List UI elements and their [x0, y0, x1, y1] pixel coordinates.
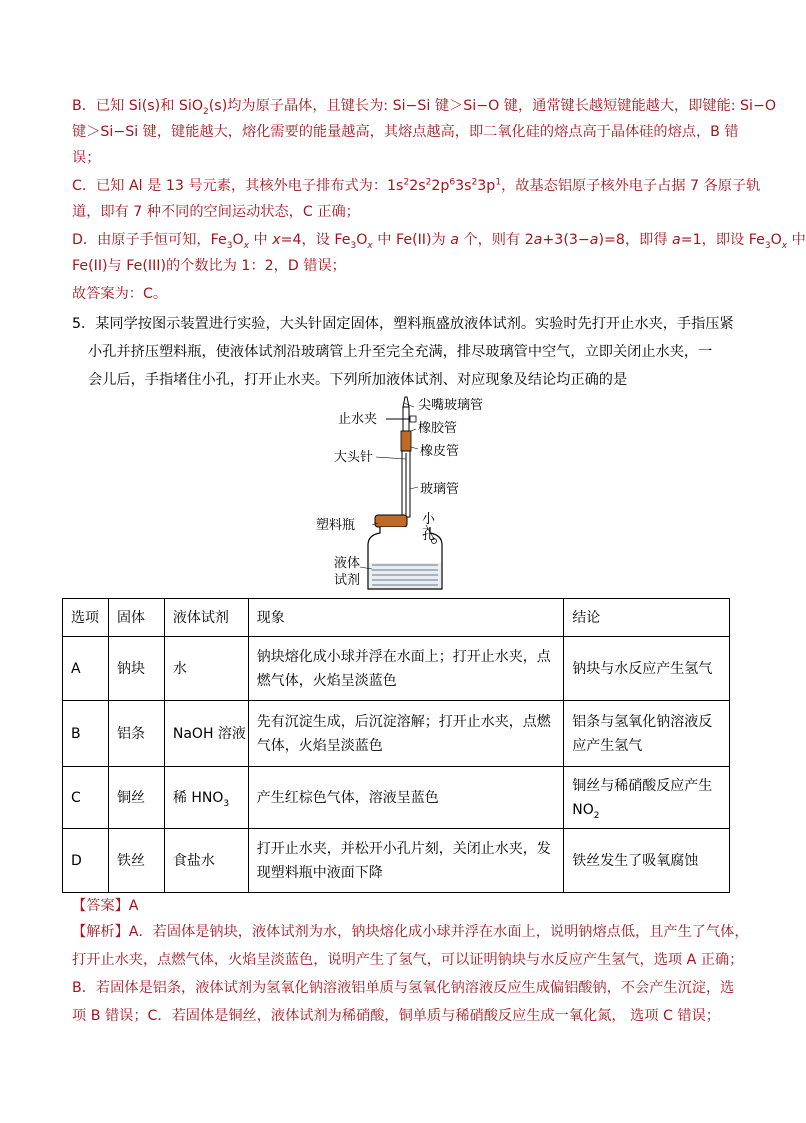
analysis-b-line3: 误； [72, 150, 101, 166]
row-a-phenomenon: 钠块熔化成小球并浮在水面上；打开止水夹，点 燃气体，火焰呈淡蓝色 [248, 637, 563, 701]
analysis-tag: 【解析】 [72, 924, 129, 940]
analysis-c-line2: 道，即有 7 种不同的空间运动状态，C 正确； [72, 204, 360, 220]
table-row [63, 829, 730, 893]
row-d-liquid: 食盐水 [164, 829, 248, 893]
apparatus-diagram [316, 393, 484, 593]
question-5-line2: 小孔并挤压塑料瓶，使液体试剂沿玻璃管上升至完全充满，排尽玻璃管中空气，立即关闭止水夹，一 [88, 344, 713, 360]
table-row [63, 637, 730, 701]
analysis-line1: 【解析】A．若固体是钠块，液体试剂为水，钠块熔化成小球并浮在水面上，说明钠熔点低，且产生了气体， [72, 924, 749, 940]
row-c-option: C [63, 767, 109, 829]
row-c-solid: 铜丝 [108, 767, 164, 829]
bottle-stopper [375, 515, 407, 527]
row-c-phenomenon: 产生红棕色气体，溶液呈蓝色 [248, 767, 563, 829]
header-option: 选项 [63, 599, 109, 637]
label-liquid-2: 试剂 [334, 573, 361, 588]
answer-tag: 【答案】 [72, 898, 129, 914]
row-a-option: A [63, 637, 109, 701]
analysis-b-line2: 键＞Si−Si 键，键能越大，熔化需要的能量越高，其熔点越高，即二氧化硅的熔点高于晶体硅的熔点，B 错 [72, 124, 739, 140]
row-a-solid: 钠块 [108, 637, 164, 701]
label-glass-tube: 玻璃管 [420, 482, 460, 497]
label-hole-2: 孔 [422, 528, 436, 543]
row-c-liquid: 稀 $HNO_3$ [164, 767, 248, 829]
table-row [63, 701, 730, 767]
analysis-line2: 打开止水夹，点燃气体，火焰呈淡蓝色，说明产生了氢气，可以证明钠块与水反应产生氢气，选项 A 正确； [72, 952, 744, 968]
row-a-liquid: 水 [164, 637, 248, 701]
tip-glass-tube [403, 397, 409, 431]
rubber-tube [401, 431, 411, 451]
analysis-d-line1: D．由原子手恒可知，$Fe_3O_x$ 中 x=4，设 $Fe_3O_x$ 中 Fe(II)为 a 个，则有 2a+3(3−a)=8，即得 a=1，即设 $Fe_3O_x$ 中 [72, 232, 806, 251]
options-table [62, 598, 730, 893]
label-liquid-1: 液体 [334, 556, 361, 571]
header-conclusion: 结论 [564, 599, 730, 637]
analysis-d-line2: Fe(II)与 Fe(III)的个数比为 1：2，D 错误； [72, 258, 346, 274]
label-tip-tube: 尖嘴玻璃管 [418, 398, 484, 413]
water-clamp [386, 416, 416, 422]
row-d-option: D [63, 829, 109, 893]
row-b-solid: 铝条 [108, 701, 164, 767]
row-b-option: B [63, 701, 109, 767]
label-rubber-stopper: 橡皮管 [420, 444, 460, 459]
label-rubber-tube: 橡胶管 [418, 421, 458, 436]
label-bottle: 塑料瓶 [316, 518, 356, 533]
row-d-solid: 铁丝 [108, 829, 164, 893]
analysis-b-line1: B．已知 Si(s)和 SiO$_2$(s)均为原子晶体，且键长为: Si−Si 键＞Si−O 键，通常键长越短键能越大，即键能: Si−O [72, 98, 777, 117]
table-row [63, 767, 730, 829]
row-b-phenomenon: 先有沉淀生成，后沉淀溶解；打开止水夹，点燃 气体，火焰呈淡蓝色 [248, 701, 563, 767]
header-liquid: 液体试剂 [164, 599, 248, 637]
row-b-liquid: NaOH 溶液 [164, 701, 248, 767]
header-solid: 固体 [108, 599, 164, 637]
analysis-line3: B．若固体是铝条，液体试剂为氢氧化钠溶液铝单质与氢氧化钠溶液反应生成偏铝酸钠，不会产生沉淀，选 [72, 980, 735, 996]
row-c-conclusion: 铜丝与稀硝酸反应产生 $NO_2$ [564, 767, 730, 829]
table-header-row [63, 599, 730, 637]
header-phenomenon: 现象 [248, 599, 563, 637]
analysis-c-line1: C．已知 Al 是 13 号元素，其核外电子排布式为：$1s^22s^22p^63s^23p^1$，故基态铝原子核外电子占据 7 各原子轨 [72, 177, 761, 194]
previous-answer: 故答案为：C。 [72, 286, 168, 302]
answer-value: A [128, 898, 139, 914]
label-clamp: 止水夹 [338, 412, 378, 427]
label-hole-1: 小 [422, 512, 436, 527]
question-5-line1: 5．某同学按图示装置进行实验，大头针固定固体，塑料瓶盛放液体试剂。实验时先打开止水夹，手指压紧 [72, 316, 734, 332]
row-b-conclusion: 铝条与氢氧化钠溶液反 应产生氢气 [564, 701, 730, 767]
label-pin: 大头针 [334, 450, 374, 465]
liquid-reagent [369, 563, 441, 588]
row-d-conclusion: 铁丝发生了吸氧腐蚀 [564, 829, 730, 893]
row-d-phenomenon: 打开止水夹，并松开小孔片刻，关闭止水夹，发 现塑料瓶中液面下降 [248, 829, 563, 893]
question-5-line3: 会儿后，手指堵住小孔，打开止水夹。下列所加液体试剂、对应现象及结论均正确的是 [88, 372, 628, 388]
analysis-line4: 项 B 错误；C．若固体是铜丝，液体试剂为稀硝酸，铜单质与稀硝酸反应生成一氧化氮， 选项 C 错误； [72, 1008, 720, 1024]
row-a-conclusion: 钠块与水反应产生氢气 [564, 637, 730, 701]
answer-line [72, 896, 138, 916]
